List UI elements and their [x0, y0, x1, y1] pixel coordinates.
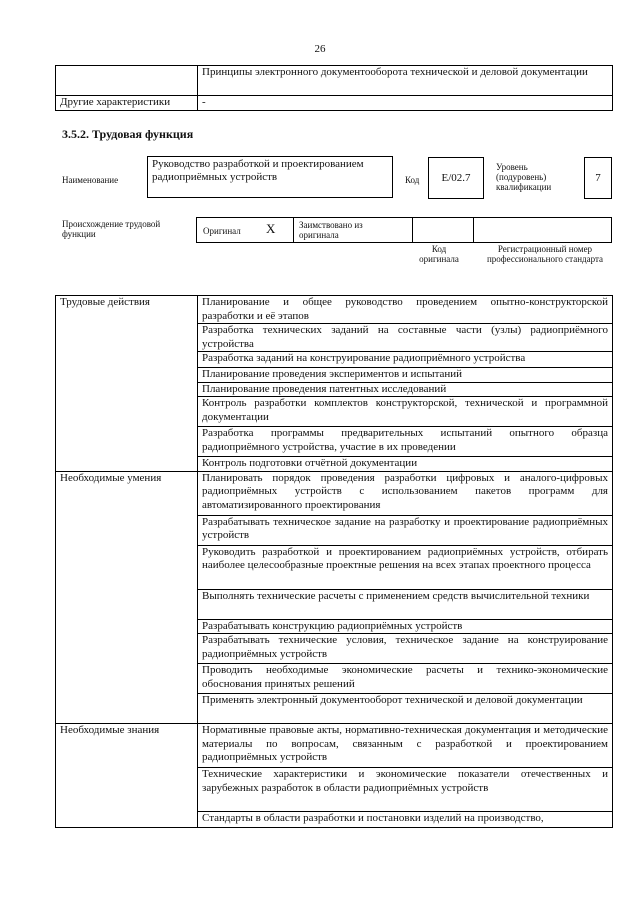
list-item: Стандарты в области разработки и постановки изделий на производство,	[198, 812, 613, 828]
list-item: Контроль подготовки отчётной документации	[198, 457, 613, 472]
original-label: Оригинал	[203, 226, 241, 236]
cell-divider	[293, 218, 294, 242]
code-box	[428, 157, 484, 199]
section-title: 3.5.2. Трудовая функция	[62, 127, 194, 141]
borrowed-label: Заимствовано из оригинала	[299, 220, 363, 240]
function-name-box	[147, 156, 393, 198]
code-label: Код	[405, 175, 420, 185]
function-details-table	[55, 295, 613, 828]
list-item: Технические характеристики и экономические показатели отечественных и зарубежных разработок в области радиоприёмных устройств	[198, 768, 613, 812]
table-row	[56, 724, 613, 768]
table-row	[56, 66, 613, 96]
level-label: Уровень (подуровень) квалификации	[496, 162, 552, 192]
list-item: Планирование и общее руководство проведением опытно-конструкторской разработки и её этапов	[198, 296, 613, 324]
reg-caption: Регистрационный номер профессионального стандарта	[486, 244, 604, 264]
list-item: Планировать порядок проведения разработки цифровых и аналого-цифровых радиоприёмных устройств с использованием пакетов программ для автоматизированного проектирования	[198, 471, 613, 515]
group-label: Необходимые знания	[56, 724, 198, 828]
list-item: Контроль разработки комплектов конструкторской, технической и программной документации	[198, 397, 613, 427]
name-label: Наименование	[62, 175, 119, 185]
function-name-value: Руководство разработкой и проектированием радиоприёмных устройств	[152, 158, 364, 183]
list-item: Разработка программы предварительных испытаний опытного образца радиоприёмного устройства, участие в их проведении	[198, 427, 613, 457]
origin-table	[196, 217, 612, 243]
table-row	[56, 471, 613, 515]
origin-label: Происхождение трудовой функции	[62, 219, 161, 239]
table-row	[56, 296, 613, 324]
list-item: Планирование проведения экспериментов и испытаний	[198, 368, 613, 383]
list-item: Планирование проведения патентных исследований	[198, 382, 613, 397]
list-item: Разрабатывать техническое задание на разработку и проектирование радиоприёмных устройств	[198, 515, 613, 545]
cell-divider	[412, 218, 413, 242]
original-mark: X	[266, 221, 276, 236]
list-item: Проводить необходимые экономические расчеты и технико-экономические обоснования принятых решений	[198, 664, 613, 694]
group-label: Необходимые умения	[56, 471, 198, 724]
cell-divider	[473, 218, 474, 242]
code-value: E/02.7	[441, 171, 471, 184]
list-item: Разработка заданий на конструирование радиоприёмного устройства	[198, 352, 613, 368]
list-item: Применять электронный документооборот технической и деловой документации	[198, 694, 613, 724]
level-value: 7	[595, 171, 601, 184]
list-item: Разрабатывать конструкцию радиоприёмных устройств	[198, 619, 613, 634]
row-text: -	[198, 96, 613, 111]
table-row	[56, 96, 613, 111]
level-box	[584, 157, 612, 199]
row-text: Принципы электронного документооборота технической и деловой документации	[198, 66, 613, 96]
list-item: Выполнять технические расчеты с применением средств вычислительной техники	[198, 589, 613, 619]
code-caption: Код оригинала	[419, 244, 459, 264]
page-number: 26	[314, 43, 326, 55]
row-label: Другие характеристики	[56, 96, 198, 111]
list-item: Руководить разработкой и проектированием радиоприёмных устройств, отбирать наиболее целесообразные проектные решения на всех этапах проектного процесса	[198, 545, 613, 589]
group-label: Трудовые действия	[56, 296, 198, 472]
list-item: Разрабатывать технические условия, техническое задание на конструирование радиоприёмных устройств	[198, 634, 613, 664]
list-item: Нормативные правовые акты, нормативно-техническая документация и методические материалы по вопросам, связанным с разработкой и проектированием радиоприёмных устройств	[198, 724, 613, 768]
row-label	[56, 66, 198, 96]
list-item: Разработка технических заданий на составные части (узлы) радиоприёмного устройства	[198, 324, 613, 352]
top-characteristics-table	[55, 65, 613, 111]
